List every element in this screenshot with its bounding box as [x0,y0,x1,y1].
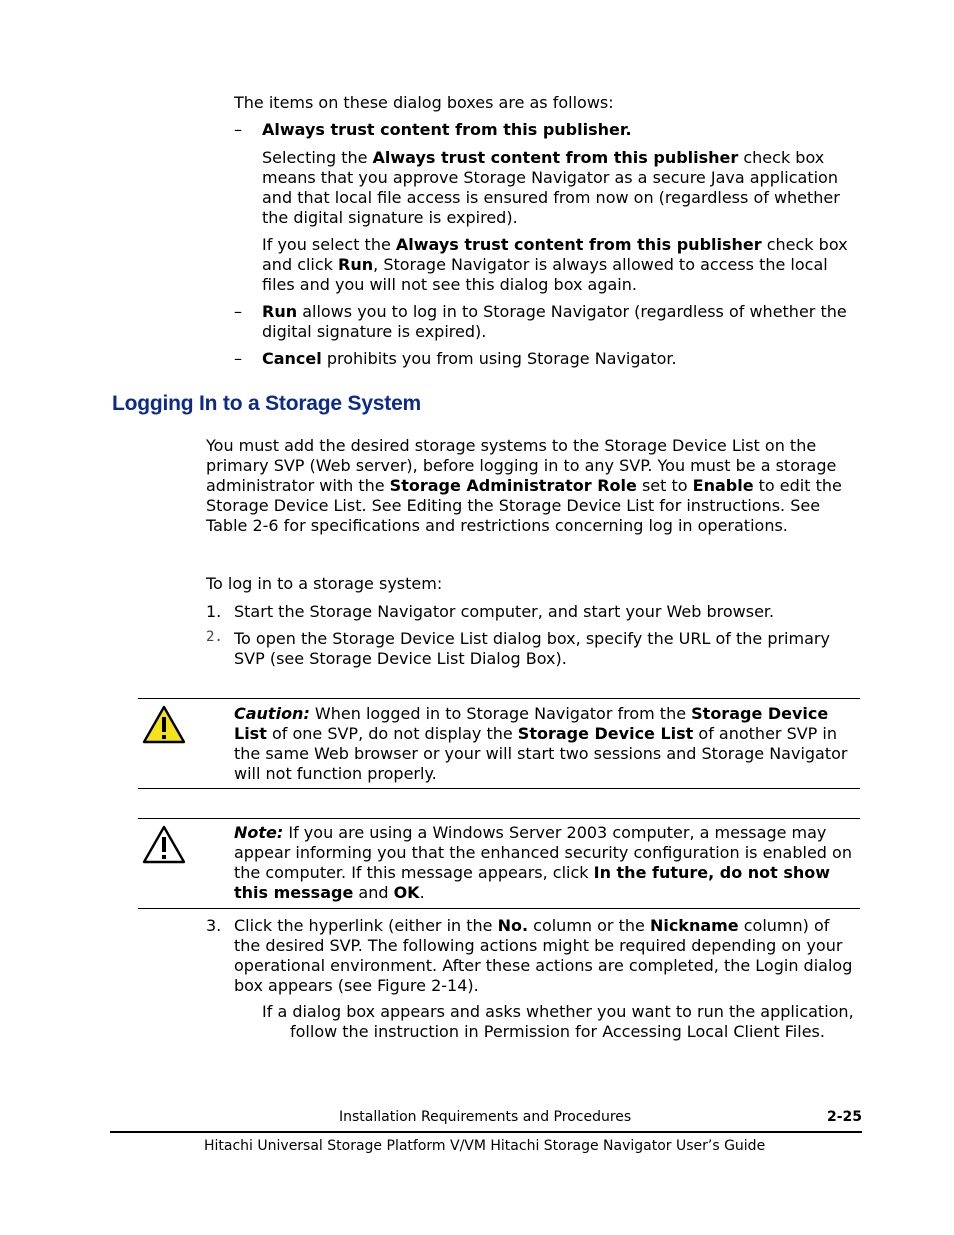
step-item [206,916,858,996]
step-text: Click the hyperlink (either in the No. column or the Nickname column) of the desired SVP. The following actions might be required depending on your operational environment. After these actions are completed, the Login dialog box appears (see Figure 2-14). [234,916,853,995]
step-sub-paragraph: If a dialog box appears and asks whether you want to run the application, follow the instruction in Permission for Accessing Local Client Files. [262,1002,854,1041]
caution-text: Caution: When logged in to Storage Navigator from the Storage Device List of one SVP, do not display the Storage Device List of another SVP in the same Web browser or your will start two sessions and Storage Navigator will not function properly. [234,704,848,783]
step-number: 3. [206,916,222,935]
bullet-text: Cancel prohibits you from using Storage Navigator. [262,349,677,368]
dash-marker: – [234,302,242,321]
divider [138,698,860,699]
caution-warning-icon [142,704,186,744]
section-paragraph: You must add the desired storage systems to the Storage Device List on the primary SVP (Web server), before logging in to any SVP. You must be a storage administrator with the Storage Administrator Role set to Enable to edit the Storage Device List. See Editing the Storage Device List for instructions. See Table 2-6 for specifications and restrictions concerning log in operations. [206,436,842,535]
divider [138,818,860,819]
footer-book-title: Hitachi Universal Storage Platform V/VM Hitachi Storage Navigator User’s Guide [204,1138,766,1154]
section-heading: Logging In to a Storage System [112,392,422,415]
bullet-item [234,349,858,369]
footer-rule [110,1131,862,1133]
divider [138,788,860,789]
dash-marker: – [234,120,242,139]
footer-chapter: Installation Requirements and Procedures [339,1109,632,1125]
bullet-item [234,120,862,140]
step-number: 1. [206,602,222,621]
login-intro: To log in to a storage system: [206,574,443,593]
step-item [206,602,854,622]
bullet-paragraph: If you select the Always trust content from this publisher check box and click Run, Storage Navigator is always allowed to access the local files and you will not see this dialog box again. [262,235,848,294]
note-warning-icon [142,824,186,864]
footer-page-number: 2-25 [826,1109,862,1125]
bullet-title: Always trust content from this publisher. [262,120,632,139]
intro-text: The items on these dialog boxes are as follows: [234,93,614,112]
step-text: To open the Storage Device List dialog box, specify the URL of the primary SVP (see Storage Device List Dialog Box). [234,629,830,668]
step-text: Start the Storage Navigator computer, and start your Web browser. [234,602,775,621]
bullet-text: Run allows you to log in to Storage Navigator (regardless of whether the digital signature is expired). [262,302,847,341]
divider [138,908,860,909]
note-text: Note: If you are using a Windows Server 2003 computer, a message may appear informing you that the enhanced security configuration is enabled on the computer. If this message appears, click In the future, do not show this message and OK. [234,823,852,902]
dash-marker: – [234,349,242,368]
step-number: 2. [206,629,223,645]
step-item [206,629,856,669]
bullet-paragraph: Selecting the Always trust content from this publisher check box means that you approve Storage Navigator as a secure Java application and that local file access is ensured from now on (regardless of whether the digital signature is expired). [262,148,840,227]
bullet-item [234,302,858,342]
